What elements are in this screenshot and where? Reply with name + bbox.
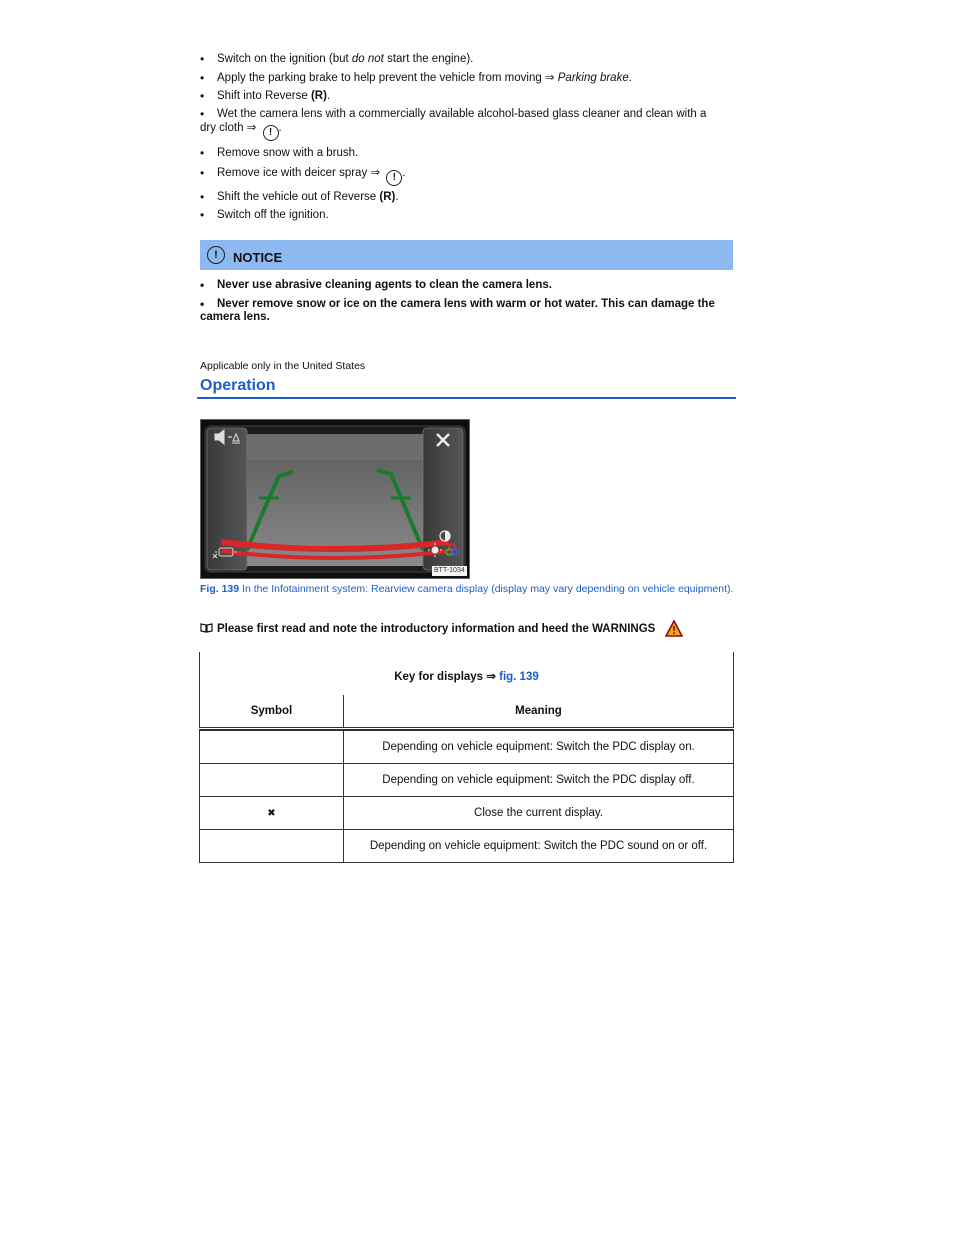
figure-code: BTT-1034	[434, 567, 465, 574]
intro-line: Please first read and note the introductory information and heed the WARNINGS	[200, 620, 683, 637]
notice-header	[200, 240, 733, 270]
step-parking-brake: • Apply the parking brake to help prevent the vehicle from moving ⇒ Parking brake.	[200, 71, 740, 85]
table-row: Depending on vehicle equipment: Switch the PDC sound on or off.	[200, 830, 734, 863]
step-ignition: • Switch on the ignition (but do not start the engine).	[200, 52, 740, 66]
table-row: Depending on vehicle equipment: Switch the PDC display on.	[200, 731, 734, 764]
col-header-symbol: Symbol	[200, 695, 344, 729]
notice-title: NOTICE	[233, 250, 283, 265]
procedure-steps	[200, 52, 740, 227]
step-remove-snow: • Remove snow with a brush.	[200, 146, 740, 160]
notice-ref-icon[interactable]: !	[263, 125, 279, 141]
key-table	[199, 652, 734, 863]
notice-icon: !	[207, 246, 225, 264]
step-clean-lens: • Wet the camera lens with a commercially available alcohol-based glass cleaner and clean with a dry cloth ⇒ ! .	[200, 107, 740, 141]
step-ignition-off: • Switch off the ignition.	[200, 208, 740, 222]
step-remove-ice: • Remove ice with deicer spray ⇒ ! .	[200, 166, 740, 186]
notice-list	[200, 279, 735, 330]
warning-icon[interactable]	[665, 620, 683, 637]
table-row: Depending on vehicle equipment: Switch the PDC display off.	[200, 764, 734, 797]
parking-brake-link[interactable]: Parking brake	[557, 72, 629, 84]
table-row: ✖ Close the current display.	[200, 797, 734, 830]
book-icon	[200, 623, 213, 633]
section-title: Operation	[200, 377, 276, 394]
step-shift-out: • Shift the vehicle out of Reverse (R).	[200, 190, 740, 204]
figure-caption: Fig. 139 In the Infotainment system: Rearview camera display (display may vary depending on vehicle equipment).	[200, 583, 734, 595]
col-header-meaning: Meaning	[344, 695, 734, 729]
step-reverse: • Shift into Reverse (R).	[200, 89, 740, 103]
region-note: Applicable only in the United States	[200, 360, 366, 372]
close-symbol-icon: ✖	[200, 797, 344, 830]
notice-item: • Never use abrasive cleaning agents to clean the camera lens.	[200, 279, 735, 292]
table-title: Key for displays ⇒ fig. 139	[200, 652, 734, 695]
rearview-camera-figure	[200, 419, 470, 579]
fig-link[interactable]: fig. 139	[499, 671, 539, 683]
notice-ref-icon[interactable]: !	[386, 170, 402, 186]
camera-display-illustration	[201, 420, 469, 578]
section-rule	[197, 397, 736, 399]
notice-item: • Never remove snow or ice on the camera lens with warm or hot water. This can damage the camera lens.	[200, 298, 735, 324]
